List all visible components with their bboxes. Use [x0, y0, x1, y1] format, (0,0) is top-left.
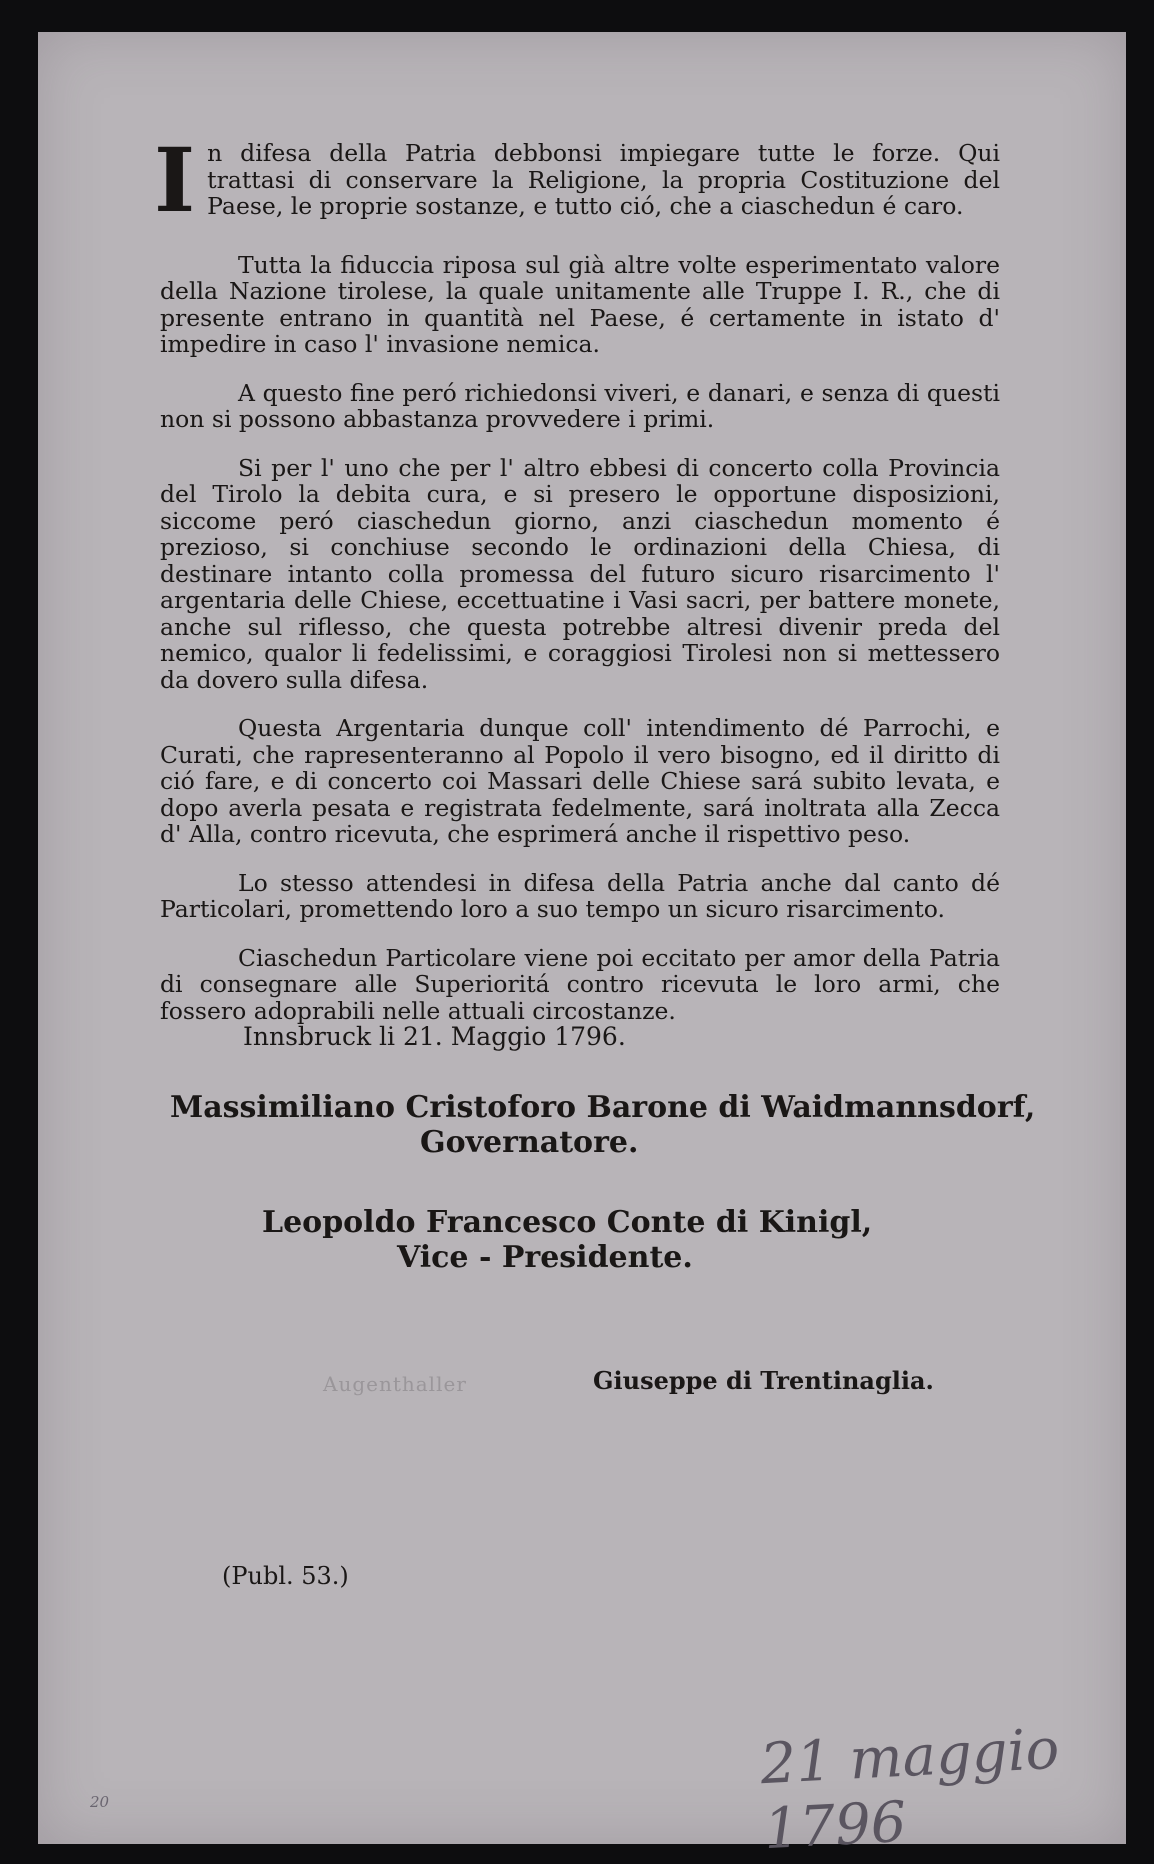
paragraph-1: In difesa della Patria debbonsi impiegare tutte le forze. Qui trattasi di conservare la Religione, la propria Costituzione del Paese, le proprie sostanze, e tutto ció, che a ciaschedun é caro. [154, 128, 1000, 232]
paragraph-4: Si per l' uno che per l' altro ebbesi di concerto colla Provincia del Tirolo la debita cura, e si presero le opportune disposizioni, siccome peró ciaschedun giorno, anzi ciaschedun momento é prezioso, si conchiuse secondo le ordinazioni della Chiesa, di destinare intanto colla promessa del futuro sicuro risarcimento l' argentaria delle Chiese, eccettuatine i Vasi sacri, per battere monete, anche sul riflesso, che questa potrebbe altresi divenir preda del nemico, qualor li fedelissimi, e coraggiosi Tirolesi non si mettessero da dovero sulla difesa. [160, 453, 1000, 694]
paragraph-2: Tutta la fiduccia riposa sul già altre volte esperimentato valore della Nazione tirolese, la quale unitamente alle Truppe I. R., che di presente entrano in quantità nel Paese, é certamente in istato d' impedire in caso l' invasione nemica. [160, 250, 1000, 358]
handwritten-date-note: 21 maggio 1796 [758, 1716, 1061, 1863]
paragraph-6: Lo stesso attendesi in difesa della Patria anche dal canto dé Particolari, promettendo loro a suo tempo un sicuro risarcimento. [160, 868, 1000, 923]
signatory-title: Governatore. [420, 1125, 639, 1160]
paragraph-7: Ciaschedun Particolare viene poi eccitato per amor della Patria di consegnare alle Superioritá contro ricevuta le loro armi, che fossero adoprabili nelle attuali circostanze. [160, 943, 1000, 1025]
signature-vice-president [262, 1205, 872, 1275]
drop-cap: I [154, 128, 196, 232]
decree-body [154, 128, 1000, 1046]
publication-reference: (Publ. 53.) [222, 1562, 349, 1590]
faint-bleedthrough-text: Augenthaller [323, 1372, 467, 1396]
paragraph-3: A questo fine peró richiedonsi viveri, e danari, e senza di questi non si possono abbastanza provvedere i primi. [160, 378, 1000, 433]
date-line: Innsbruck li 21. Maggio 1796. [243, 1022, 626, 1051]
paragraph-5: Questa Argentaria dunque coll' intendimento dé Parrochi, e Curati, che rapresenteranno al Popolo il vero bisogno, ed il diritto di ció fare, e di concerto coi Massari delle Chiese sará subito levata, e dopo averla pesata e registrata fedelmente, sará inoltrata alla Zecca d' Alla, contro ricevuta, che esprimerá anche il rispettivo peso. [160, 714, 1000, 848]
signatory-name: Leopoldo Francesco Conte di Kinigl, [262, 1205, 873, 1240]
signature-secretary: Giuseppe di Trentinaglia. [593, 1366, 934, 1395]
signature-governor [170, 1090, 1035, 1160]
signatory-title: Vice - Presidente. [397, 1240, 693, 1275]
signatory-name: Massimiliano Cristoforo Barone di Waidmannsdorf, [170, 1090, 1036, 1125]
archive-mark: 20 [90, 1793, 110, 1811]
